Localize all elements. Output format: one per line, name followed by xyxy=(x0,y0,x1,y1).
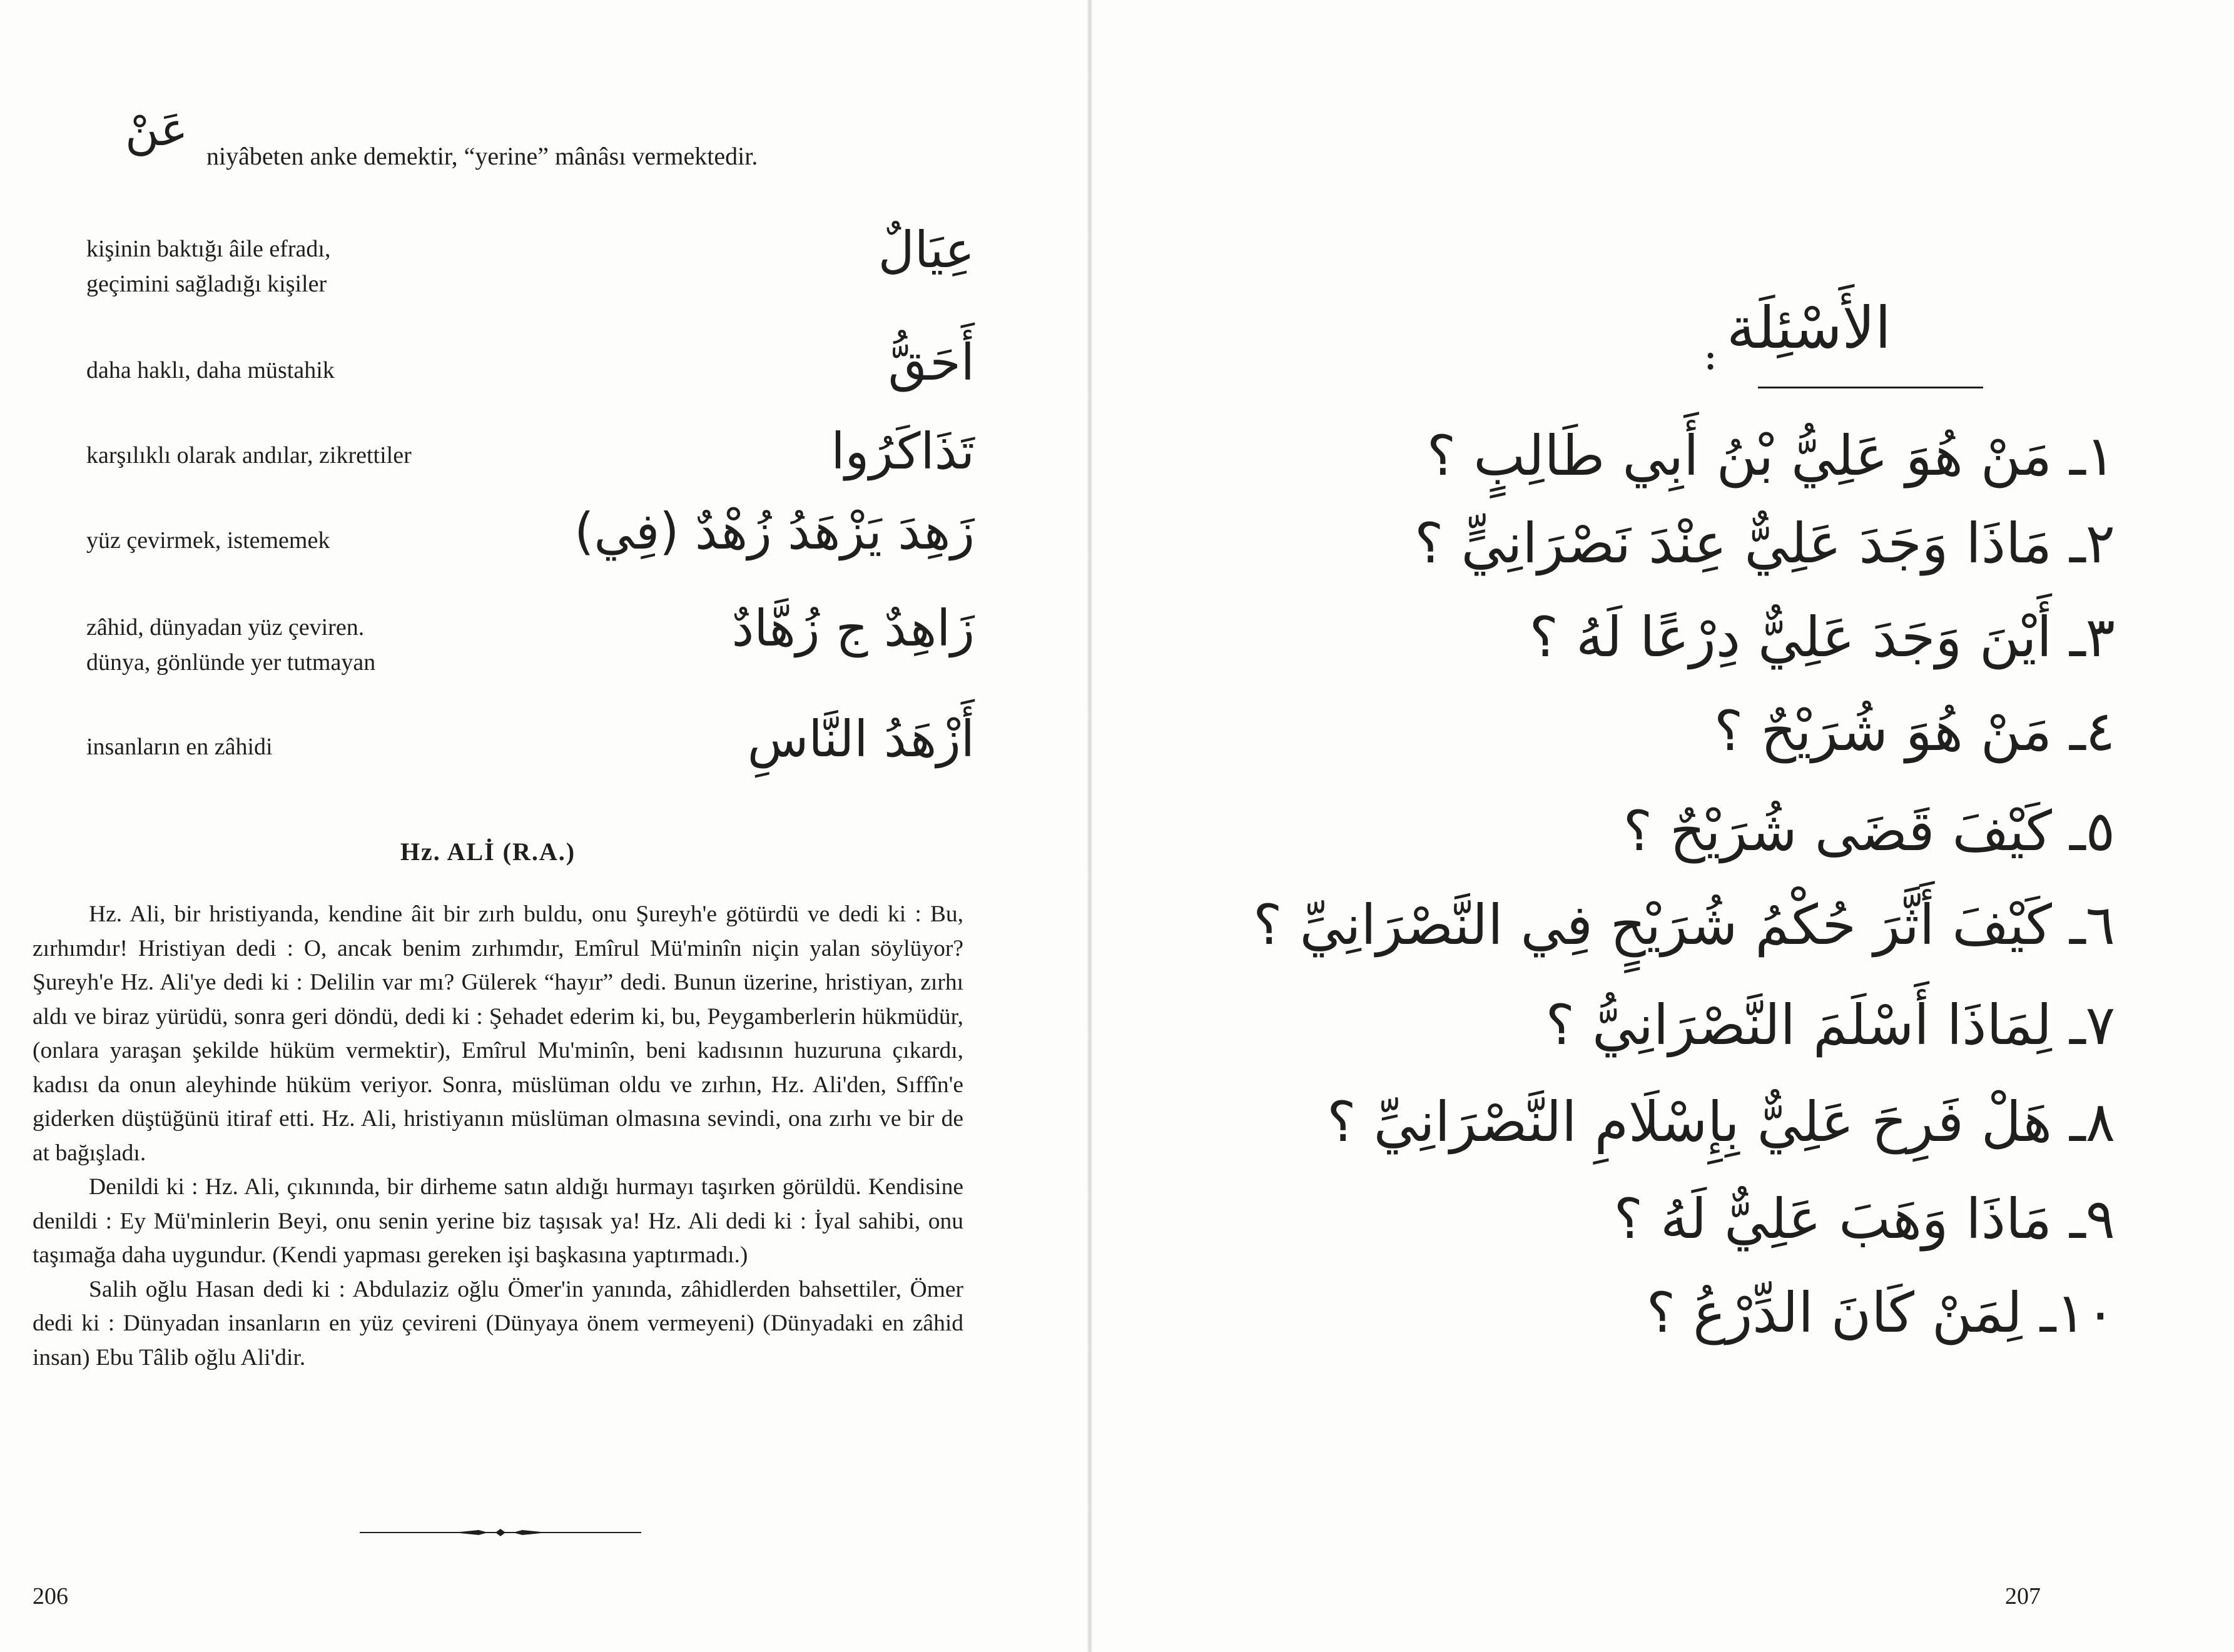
title-underline xyxy=(1758,387,1983,388)
paragraph: Salih oğlu Hasan dedi ki : Abdulaziz oğlu Ömer'in yanında, zâhidlerden bahsettiler, Ömer dedi ki : Dünyadan insanların en yüz çevireni (Dünyaya önem vermeyeni) (Dünyadaki en zâhid insan) Ebu Tâlib oğlu Ali'dir. xyxy=(33,1276,963,1371)
glossary-meaning: yüz çevirmek, istememek xyxy=(86,527,330,554)
paragraph: Hz. Ali, bir hristiyanda, kendine âit bir zırh buldu, onu Şureyh'e götürdü ve dedi ki : Bu, zırhımdır! Hristiyan dedi : O, ancak benim zırhımdır, Emîrul Mü'minîn niçin yalan söylüyor? Şureyh'e Hz. Ali'ye dedi ki : Delilin var mı? Gülerek “hayır” dedi. Bunun üzerine, hristiyan, zırhı aldı ve biraz yürüdü, sonra geri döndü, dedi ki : Şehadet ederim ki, bu, Peygamberlerin hükmüdür, (onlara yaraşan şekilde hüküm vermektir), Emîrul Mu'minîn, beni kadısının huzuruna çıkardı, kadısı da onun aleyhinde hüküm veriyor. Sonra, müslüman oldu ve zırhın, Hz. Ali'den, Sıffîn'e giderken düştüğünü itiraf etti. Hz. Ali, hristiyanın müslüman olmasına sevindi, ona zırhı ve bir de at bağışladı. xyxy=(33,901,963,1166)
glossary-arabic: زَهِدَ يَزْهَدُ زُهْدٌ (فِي) xyxy=(574,502,975,560)
glossary-arabic: زَاهِدٌ ج زُهَّادٌ xyxy=(731,599,975,657)
glossary-arabic: عِيَالٌ xyxy=(878,221,975,279)
question-item: ٧ـ لِمَاذَا أَسْلَمَ النَّصْرَانِيُّ ؟ xyxy=(1545,993,2115,1057)
question-item: ٥ـ كَيْفَ قَضَى شُرَيْحٌ ؟ xyxy=(1623,799,2115,863)
glossary-meaning: geçimini sağladığı kişiler xyxy=(86,271,327,297)
glossary-meaning: zâhid, dünyadan yüz çeviren. xyxy=(86,614,365,641)
page-number: 207 xyxy=(2005,1583,2041,1609)
left-page xyxy=(0,0,1089,1652)
glossary-arabic: تَذَاكَرُوا xyxy=(831,422,975,480)
question-item: ٤ـ مَنْ هُوَ شُرَيْحٌ ؟ xyxy=(1714,699,2115,763)
note-text: niyâbeten anke demektir, “yerine” mânâsı vermektedir. xyxy=(206,142,758,170)
title-colon: : xyxy=(1705,338,1717,377)
note-arabic-word: عَنْ xyxy=(125,103,188,156)
page-number: 206 xyxy=(33,1583,68,1609)
questions-title: الأَسْئِلَة xyxy=(1727,295,1891,362)
body-text xyxy=(33,898,963,1375)
question-item: ٦ـ كَيْفَ أَثَّرَ حُكْمُ شُرَيْحٍ فِي النَّصْرَانِيِّ ؟ xyxy=(1252,893,2115,957)
glossary-arabic: أَحَقُّ xyxy=(888,333,975,392)
glossary-meaning: kişinin baktığı âile efradı, xyxy=(86,236,331,262)
book-gutter xyxy=(1087,0,1092,1652)
glossary-meaning: dünya, gönlünde yer tutmayan xyxy=(86,649,376,676)
paragraph: Denildi ki : Hz. Ali, çıkınında, bir dirheme satın aldığı hurmayı taşırken görüldü. Kendisine denildi : Ey Mü'minlerin Beyi, onu senin yerine biz taşısak ya! Hz. Ali dedi ki : İyal sahibi, onu taşımağa daha uygundur. (Kendi yapması gereken işi başkasına yaptırmadı.) xyxy=(33,1174,963,1268)
glossary-meaning: daha haklı, daha müstahik xyxy=(86,357,335,383)
note-line xyxy=(94,103,970,170)
question-item: ٢ـ مَاذَا وَجَدَ عَلِيٌّ عِنْدَ نَصْرَانِيٍّ ؟ xyxy=(1414,511,2115,575)
question-item: ١٠ـ لِمَنْ كَانَ الدِّرْعُ ؟ xyxy=(1646,1280,2115,1345)
glossary-arabic: أَزْهَدُ النَّاسِ xyxy=(747,710,975,768)
question-item: ٣ـ أَيْنَ وَجَدَ عَلِيٌّ دِرْعًا لَهُ ؟ xyxy=(1529,605,2115,669)
question-item: ٩ـ مَاذَا وَهَبَ عَلِيٌّ لَهُ ؟ xyxy=(1613,1187,2115,1251)
section-heading: Hz. ALİ (R.A.) xyxy=(400,838,576,866)
question-item: ٨ـ هَلْ فَرِحَ عَلِيٌّ بِإِسْلَامِ النَّصْرَانِيِّ ؟ xyxy=(1326,1090,2115,1154)
question-item: ١ـ مَنْ هُوَ عَلِيُّ بْنُ أَبِي طَالِبٍ ؟ xyxy=(1426,423,2115,488)
glossary-meaning: karşılıklı olarak andılar, zikrettiler xyxy=(86,442,412,469)
right-page xyxy=(1095,0,2234,1652)
ornament-divider xyxy=(360,1526,641,1539)
glossary-meaning: insanların en zâhidi xyxy=(86,734,273,760)
